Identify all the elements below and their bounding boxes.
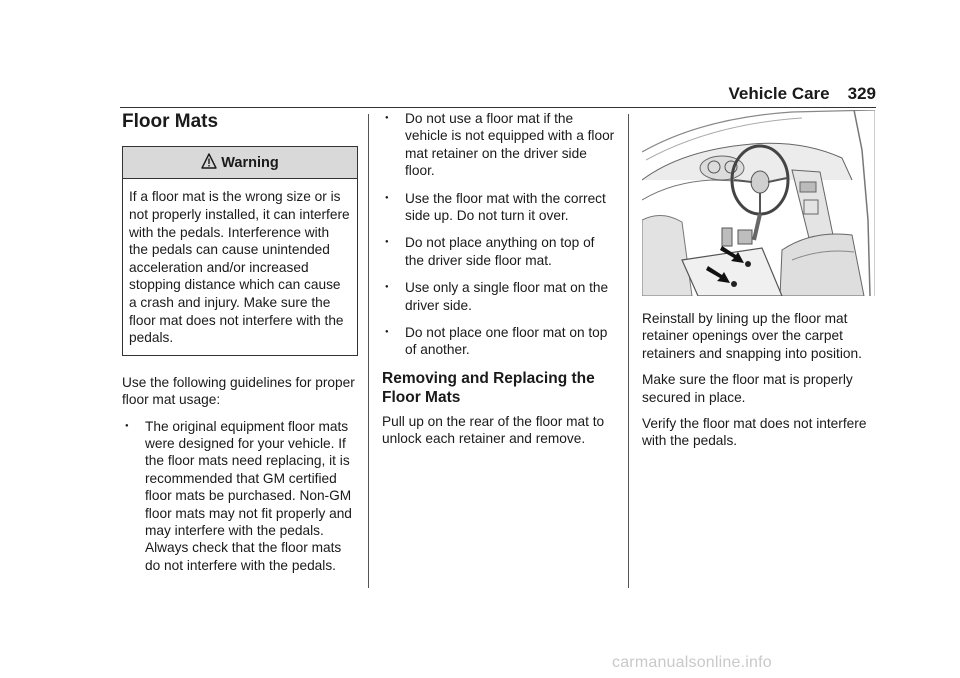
removing-paragraph: Pull up on the rear of the floor mat to unlock each retainer and remove.: [382, 413, 605, 447]
column-2: [382, 110, 616, 457]
intro-paragraph: Use the following guidelines for proper floor mat usage:: [122, 374, 355, 408]
watermark: carmanualsonline.info: [612, 654, 772, 671]
warning-icon: [201, 153, 217, 169]
secure-paragraph: Make sure the floor mat is properly secured in place.: [642, 372, 853, 405]
list-item: ● Use the floor mat with the correct side up. Do not turn it over.: [382, 190, 616, 225]
section-heading: Removing and Replacing the Floor Mats: [382, 369, 595, 406]
guidelines-list-1: [122, 418, 358, 575]
guidelines-list-2: [382, 110, 616, 359]
list-item: ● Do not place anything on top of the driver side floor mat.: [382, 234, 616, 269]
page-title: Floor Mats: [122, 111, 219, 132]
warning-header: [123, 147, 357, 179]
list-item: ● Do not use a floor mat if the vehicle is not equipped with a floor mat retainer on the driver side floor.: [382, 110, 616, 180]
warning-heading: Warning: [221, 155, 279, 171]
reinstall-paragraph: Reinstall by lining up the floor mat retainer openings over the carpet retainers and snapping into position.: [642, 311, 862, 361]
section-title: Vehicle Care: [728, 84, 830, 103]
list-item: ● The original equipment floor mats were designed for your vehicle. If the floor mats need replacing, it is recommended that GM certified floor mats be purchased. Non-GM floor mats may not fit properly and may interfere with the pedals. Always check that the floor mats do not interfere with the pedals.: [122, 418, 358, 575]
column-1: [122, 110, 358, 583]
list-item: ● Do not place one floor mat on top of another.: [382, 324, 616, 359]
column-divider-1: [368, 114, 369, 588]
column-3: [642, 110, 878, 459]
warning-text: If a floor mat is the wrong size or is not properly installed, it can interfere with the pedals. Interference with the pedals can cause unintended acceleration and/or increased stopping distance which can cause a crash and injury. Make sure the floor mat does not interfere with the pedals.: [129, 189, 350, 346]
header-rule: [120, 107, 876, 108]
page-number: 329: [847, 84, 876, 103]
page-header: [700, 84, 876, 104]
floor-mat-illustration: [642, 110, 875, 296]
verify-paragraph: Verify the floor mat does not interfere with the pedals.: [642, 416, 867, 449]
column-divider-2: [628, 114, 629, 588]
warning-box: [122, 146, 358, 356]
list-item: ● Use only a single floor mat on the driver side.: [382, 279, 616, 314]
